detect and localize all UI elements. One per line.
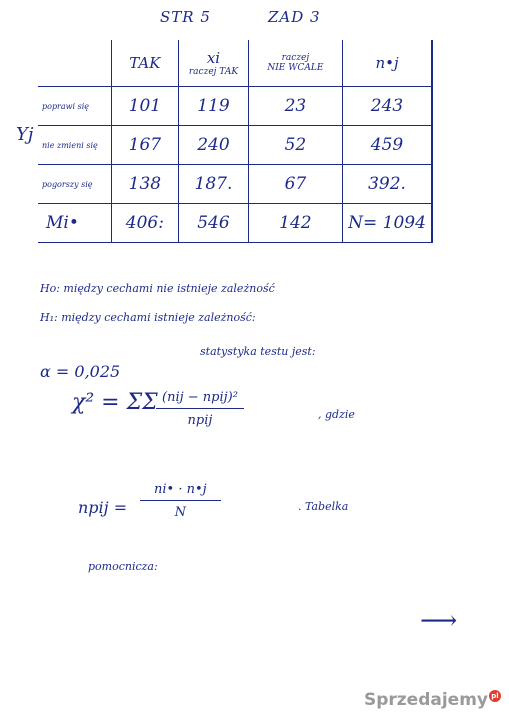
cell-value: 101: [111, 87, 179, 126]
cell-value: 240: [179, 126, 249, 165]
chi-square-fraction: [156, 390, 244, 428]
npij-denominator: N: [174, 505, 187, 520]
table-row: [38, 87, 432, 126]
cell-value: 187.: [179, 165, 249, 204]
side-label: Yj: [16, 124, 34, 145]
table-row: [38, 165, 432, 204]
chi-square-lhs: χ² = ΣΣ: [72, 390, 158, 415]
watermark-logo: [364, 690, 501, 710]
table-row: [38, 126, 432, 165]
cell-value: 52: [248, 126, 342, 165]
header-raczej-nie: [248, 40, 342, 87]
table-header-row: [38, 40, 432, 87]
header-xi: xi: [206, 49, 221, 67]
cell-value: 119: [179, 87, 249, 126]
pomocnicza-word: pomocnicza:: [88, 560, 158, 573]
header-raczej-tak-label: raczej TAK: [188, 67, 239, 77]
header-noj: n•j: [343, 40, 432, 87]
totals-label: Mi•: [38, 204, 111, 243]
header-raczej-nie-label: NIE WCALE: [267, 63, 324, 73]
npij-lhs: npij =: [78, 498, 128, 517]
total-value: 142: [248, 204, 342, 243]
cell-value: 167: [111, 126, 179, 165]
page-header-left: STR 5: [160, 8, 211, 26]
hypothesis-h0: Ho: między cechami nie istnieje zależność: [40, 282, 275, 295]
gdzie-word: , gdzie: [318, 408, 355, 421]
watermark-dot-icon: pl: [489, 690, 501, 702]
arrow-right-icon: ⟶: [420, 606, 458, 636]
header-tak: TAK: [111, 40, 179, 87]
row-label: pogorszy się: [38, 165, 111, 204]
statistic-intro: statystyka testu jest:: [200, 345, 316, 358]
watermark-text: Sprzedajemy: [363, 690, 488, 710]
chi-square-numerator: (nij − npij)²: [156, 390, 244, 409]
cell-total: 459: [343, 126, 432, 165]
table-totals-row: [38, 204, 432, 243]
header-raczej-nie-top: raczej: [281, 53, 310, 63]
contingency-table: [38, 40, 433, 243]
tabelka-word: . Tabelka: [298, 500, 349, 513]
row-label: nie zmieni się: [38, 126, 111, 165]
page-header-right: ZAD 3: [268, 8, 321, 26]
row-label: poprawi się: [38, 87, 111, 126]
cell-total: 392.: [343, 165, 432, 204]
total-value: 546: [179, 204, 249, 243]
total-value: 406:: [111, 204, 179, 243]
cell-value: 138: [111, 165, 179, 204]
npij-numerator: ni• · n•j: [140, 482, 221, 501]
chi-square-denominator: npij: [187, 413, 213, 428]
npij-fraction: [140, 482, 221, 520]
header-corner-cell: [38, 40, 111, 87]
cell-value: 67: [248, 165, 342, 204]
cell-value: 23: [248, 87, 342, 126]
cell-total: 243: [343, 87, 432, 126]
grand-total: N= 1094: [343, 204, 432, 243]
header-raczej-tak: [179, 40, 249, 87]
alpha-level: α = 0,025: [40, 362, 121, 381]
hypothesis-h1: H₁: między cechami istnieje zależność:: [40, 311, 256, 324]
